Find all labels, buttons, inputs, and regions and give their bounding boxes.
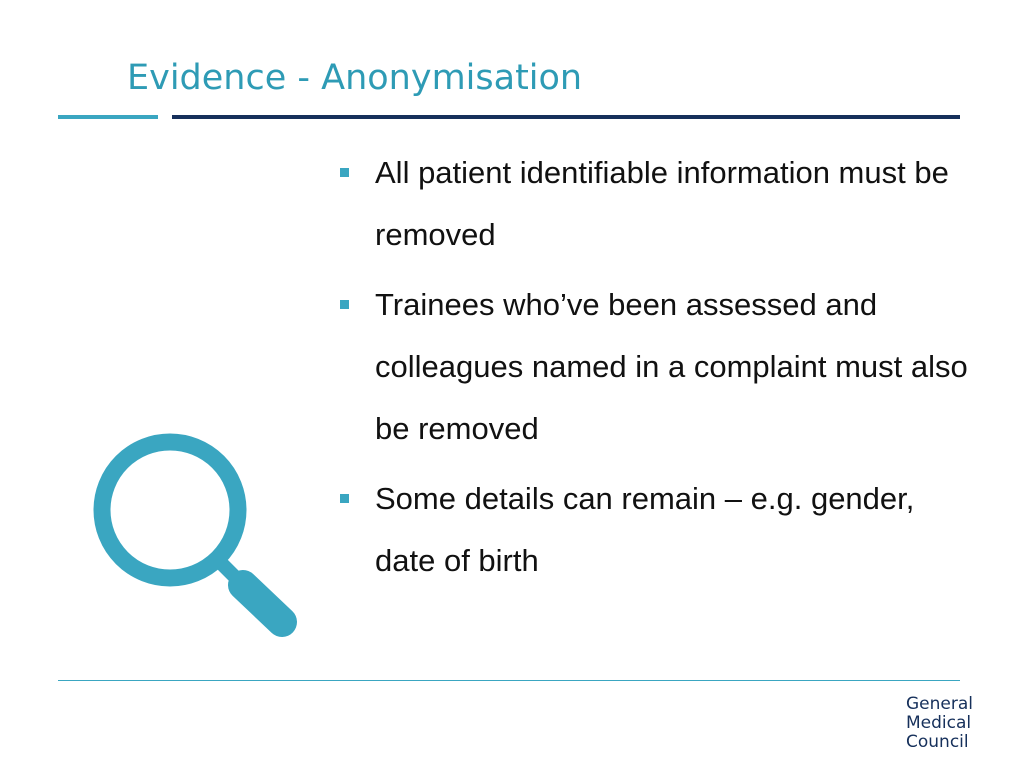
footer-rule xyxy=(58,680,960,681)
bullet-text: Some details can remain – e.g. gender, date of birth xyxy=(375,481,915,578)
bullet-item xyxy=(338,142,968,266)
title-main-rule xyxy=(172,115,960,119)
bullet-item xyxy=(338,274,968,460)
bullet-square-icon xyxy=(340,494,349,503)
bullet-list xyxy=(338,142,968,600)
bullet-text: All patient identifiable information must be removed xyxy=(375,155,949,252)
bullet-square-icon xyxy=(340,168,349,177)
bullet-text: Trainees who’ve been assessed and colleagues named in a complaint must also be removed xyxy=(375,287,968,446)
logo-line: Council xyxy=(906,732,969,752)
bullet-square-icon xyxy=(340,300,349,309)
logo-line: Medical xyxy=(906,713,972,733)
gmc-logo xyxy=(906,695,973,752)
bullet-item xyxy=(338,468,968,592)
title-accent-rule xyxy=(58,115,158,119)
logo-line: General xyxy=(906,694,973,714)
slide-title: Evidence - Anonymisation xyxy=(127,58,583,98)
magnifying-glass-icon xyxy=(80,430,310,650)
